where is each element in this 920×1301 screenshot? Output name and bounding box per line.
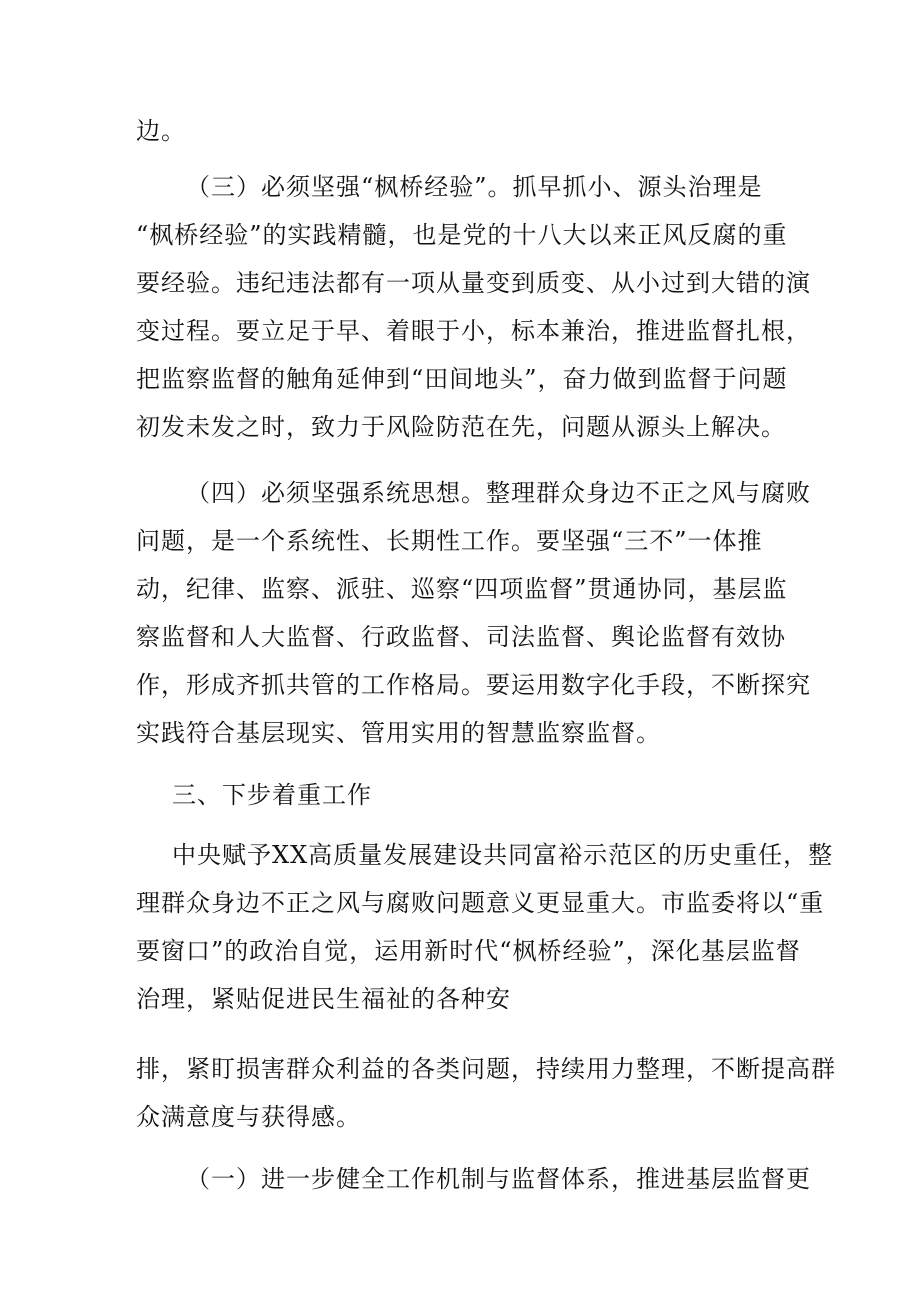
section-3-line-1: （三）必须坚强“枫桥经验”。抓早抓小、源头治理是 [186, 173, 763, 201]
section-4-line-5: 作，形成齐抓共管的工作格局。要运用数字化手段，不断探究 [136, 671, 811, 699]
section-3-line-3: 要经验。违纪违法都有一项从量变到质变、从小过到大错的演 [136, 269, 811, 297]
section-4-line-2: 问题，是一个系统性、长期性工作。要坚强“三不”一体推 [136, 527, 763, 555]
central-line-4: 治理，紧贴促进民生福祉的各种安 [136, 985, 511, 1013]
section-3-line-4: 变过程。要立足于早、着眼于小，标本兼治，推进监督扎根， [136, 317, 811, 345]
continuation-line-1: 排，紧盯损害群众利益的各类问题，持续用力整理，不断提高群 [136, 1055, 836, 1083]
section-3-line-5: 把监察监督的触角延伸到“田间地头”，奋力做到监督于问题 [136, 365, 788, 393]
central-line-3: 要窗口”的政治自觉，运用新时代“枫桥经验”，深化基层监督 [136, 937, 801, 965]
section-4-line-4: 察监督和人大监督、行政监督、司法监督、舆论监督有效协 [136, 623, 786, 651]
section-3-line-2: “枫桥经验”的实践精髓，也是党的十八大以来正风反腐的重 [136, 221, 788, 249]
section-4-line-3: 动，纪律、监察、派驻、巡察“四项监督”贯通协同，基层监 [136, 575, 788, 603]
section-4-line-1: （四）必须坚强系统思想。整理群众身边不正之风与腐败 [186, 479, 811, 507]
continuation-line-2: 众满意度与获得感。 [136, 1103, 361, 1131]
central-line-2: 理群众身边不正之风与腐败问题意义更显重大。市监委将以“重 [136, 889, 825, 917]
section-3-line-6: 初发未发之时，致力于风险防范在先，问题从源头上解决。 [136, 413, 786, 441]
item-1-line-1: （一）进一步健全工作机制与监督体系，推进基层监督更 [186, 1165, 811, 1193]
paragraph-fragment: 边。 [136, 117, 186, 145]
central-line-1: 中央赋予XX高质量发展建设共同富裕示范区的历史重任，整 [172, 841, 834, 869]
section-4-line-6: 实践符合基层现实、管用实用的智慧监察监督。 [136, 719, 661, 747]
section-heading: 三、下步着重工作 [172, 781, 372, 809]
